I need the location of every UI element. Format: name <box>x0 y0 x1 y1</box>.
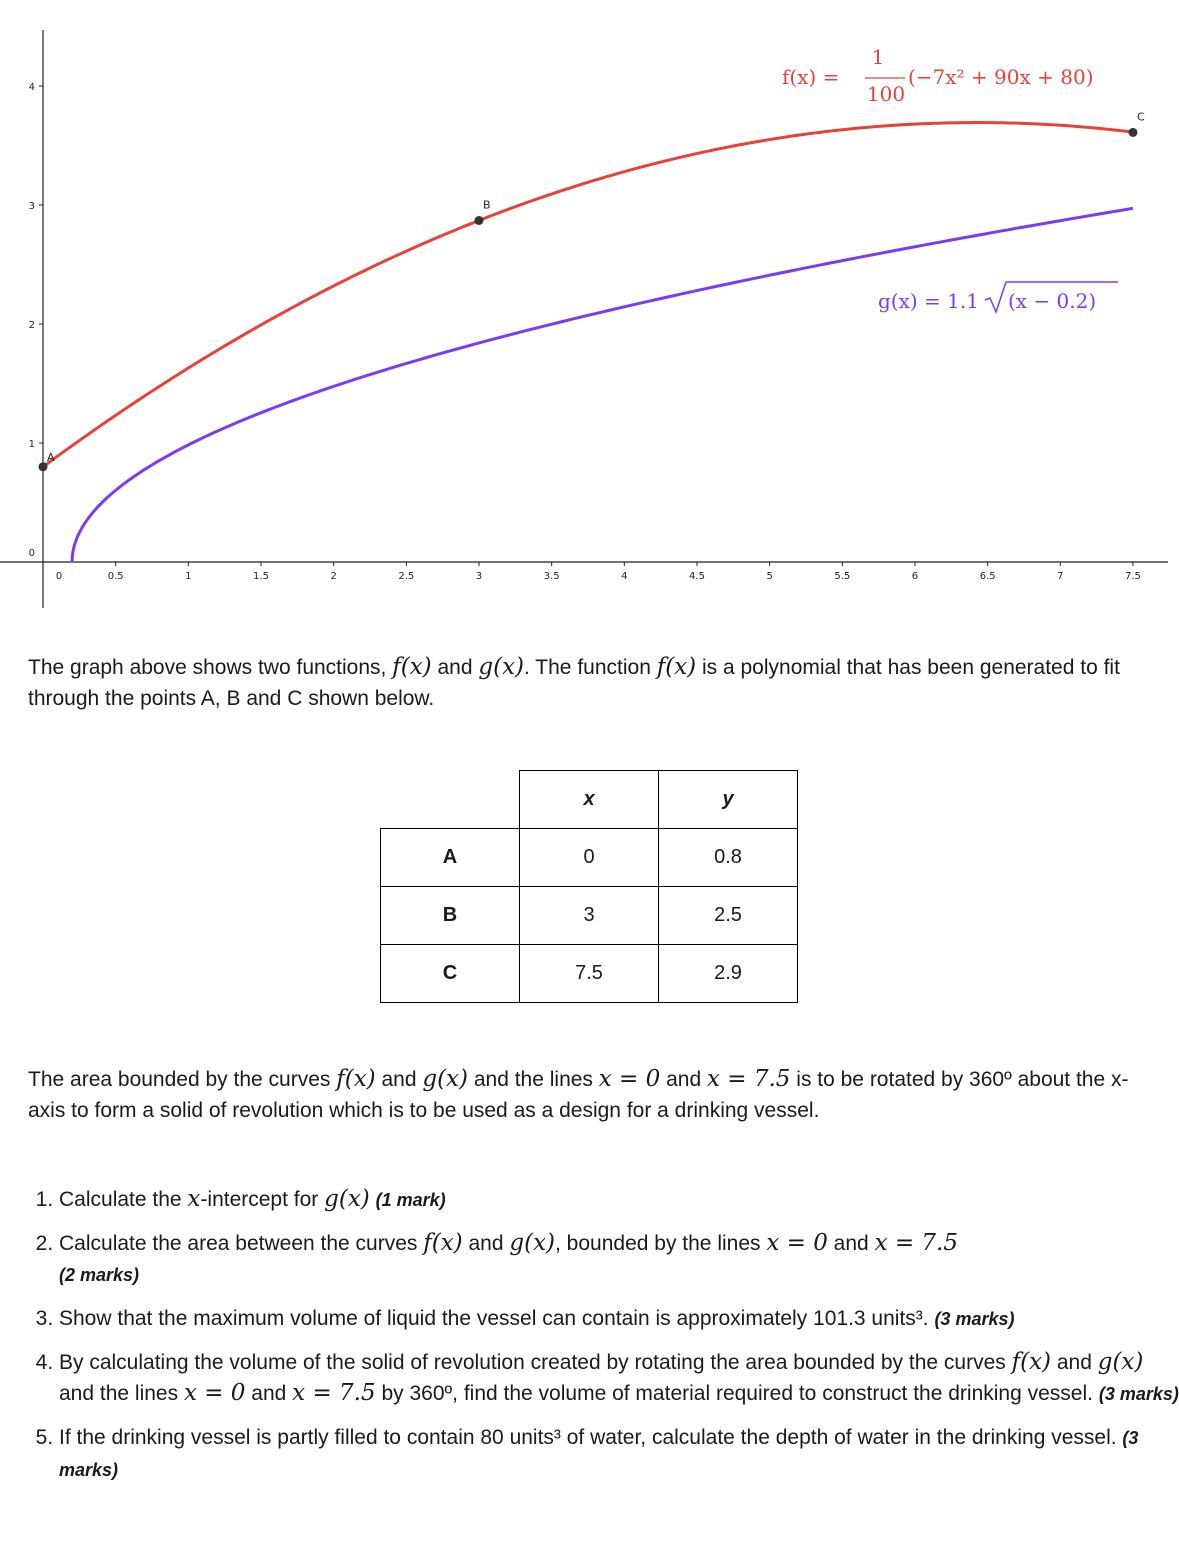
area-paragraph <box>28 1064 1148 1126</box>
intro-text-3: . The function <box>524 656 657 679</box>
g-curve <box>72 208 1133 562</box>
function-graph <box>0 0 1168 620</box>
y-tick-label: 0 <box>28 548 35 559</box>
question-math: g(x) <box>509 1230 556 1256</box>
table-header-y: y <box>659 771 798 829</box>
x-tick-label: 0.5 <box>107 571 124 582</box>
question-item <box>59 1184 1179 1216</box>
point-label-c: C <box>1136 110 1145 124</box>
table-cell-x: 3 <box>520 887 659 945</box>
table-cell-y: 2.5 <box>659 887 798 945</box>
question-text: -intercept for <box>200 1188 325 1211</box>
f-label <box>782 45 1094 106</box>
table-row <box>381 829 798 887</box>
f-label-denominator: 100 <box>866 82 906 106</box>
question-marks: (2 marks) <box>59 1265 140 1285</box>
table-row <box>381 945 798 1003</box>
question-text: Calculate the area between the curves <box>59 1232 424 1255</box>
y-tick-label: 4 <box>28 82 35 93</box>
x-tick-label: 3.5 <box>543 571 560 582</box>
g-label-radicand: (x − 0.2) <box>1008 289 1097 313</box>
points <box>39 110 1145 471</box>
points-table <box>380 770 798 1003</box>
question-text: and <box>1051 1351 1098 1374</box>
table-header-row <box>381 771 798 829</box>
question-math: x <box>187 1186 201 1212</box>
x-tick-label: 6.5 <box>979 571 996 582</box>
area-text-3: and the lines <box>468 1068 599 1091</box>
question-item <box>59 1303 1179 1335</box>
question-text: , bounded by the lines <box>555 1232 767 1255</box>
f-label-numerator: 1 <box>871 45 885 69</box>
question-math: x = 7.5 <box>292 1380 376 1406</box>
f-label-lhs: f(x) = <box>782 65 840 89</box>
question-text: Calculate the <box>59 1188 188 1211</box>
g-label-lhs: g(x) = 1.1 <box>878 289 979 313</box>
x-tick-label: 7.5 <box>1125 571 1141 582</box>
table-row-label: C <box>381 945 520 1003</box>
intro-text-4: is a polynomial that has been generated to fit through the points A, B and C shown below. <box>28 656 1120 710</box>
area-text-5: is to be rotated by 360º about the x-axis to form a solid of revolution which is to be used as a design for a drinking vessel. <box>28 1068 1129 1122</box>
x-tick-label: 1.5 <box>253 571 269 582</box>
table-header-x: x <box>520 771 659 829</box>
f-label-body: (−7x² + 90x + 80) <box>908 65 1094 89</box>
area-fx: f(x) <box>336 1066 376 1092</box>
question-text: and <box>245 1382 293 1405</box>
x-tick-label: 2 <box>330 571 337 582</box>
point-label-a: A <box>47 450 55 464</box>
x-tick-label: 3 <box>475 571 483 582</box>
question-marks: (3 marks) <box>59 1428 1139 1480</box>
g-label <box>878 282 1118 313</box>
question-text: If the drinking vessel is partly filled to contain 80 units³ of water, calculate the depth of water in the drinking vessel. <box>59 1426 1123 1449</box>
question-item <box>59 1422 1179 1486</box>
x-tick-label: 5 <box>766 571 773 582</box>
point-b <box>474 216 483 225</box>
question-math: x = 7.5 <box>874 1230 959 1256</box>
table-cell-y: 0.8 <box>659 829 798 887</box>
question-marks: (3 marks) <box>934 1309 1015 1329</box>
x-tick-label: 5.5 <box>834 571 851 582</box>
question-marks: (3 marks) <box>1098 1384 1179 1404</box>
x-tick-label: 4.5 <box>689 571 705 582</box>
area-gx: g(x) <box>422 1066 468 1092</box>
y-tick-label: 2 <box>28 320 35 331</box>
table-cell-x: 0 <box>520 829 659 887</box>
area-text-1: The area bounded by the curves <box>28 1068 337 1091</box>
question-text: By calculating the volume of the solid of revolution created by rotating the area bounded by the curves <box>59 1351 1012 1374</box>
table-cell-x: 7.5 <box>520 945 659 1003</box>
intro-paragraph <box>28 652 1148 714</box>
question-math: g(x) <box>1097 1349 1144 1375</box>
table-row-label: A <box>381 829 520 887</box>
tick-labels <box>29 82 1141 582</box>
y-tick-label: 3 <box>28 201 35 212</box>
x-tick-label: 0 <box>55 571 63 582</box>
table-cell-y: 2.9 <box>659 945 798 1003</box>
question-item <box>59 1228 1179 1291</box>
question-text: Show that the maximum volume of liquid the vessel can contain is approximately 101.3 units³. <box>59 1307 935 1330</box>
x-tick-label: 2.5 <box>398 571 415 582</box>
intro-gx: g(x) <box>478 654 525 680</box>
question-text: and <box>462 1232 510 1255</box>
table-row <box>381 887 798 945</box>
point-c <box>1128 128 1137 137</box>
question-math: f(x) <box>1011 1349 1052 1375</box>
axes <box>0 30 1168 608</box>
intro-fx: f(x) <box>392 654 432 680</box>
x-tick-label: 1 <box>185 571 192 582</box>
table-corner <box>381 771 520 829</box>
x-tick-label: 6 <box>911 571 919 582</box>
x-tick-label: 7 <box>1057 571 1064 582</box>
table-row-label: B <box>381 887 520 945</box>
point-label-b: B <box>482 198 491 212</box>
question-item <box>59 1347 1179 1410</box>
question-math: f(x) <box>423 1230 463 1256</box>
y-tick-label: 1 <box>28 439 35 450</box>
question-list <box>28 1184 1179 1498</box>
intro-fx-2: f(x) <box>656 654 697 680</box>
question-text: and the lines <box>59 1382 184 1405</box>
x-tick-label: 4 <box>621 571 628 582</box>
question-math: x = 0 <box>766 1230 828 1256</box>
intro-text-1: The graph above shows two functions, <box>28 656 393 679</box>
area-eq-2: x = 7.5 <box>706 1066 791 1092</box>
question-math: x = 0 <box>183 1380 246 1406</box>
question-marks: (1 mark) <box>375 1190 446 1210</box>
intro-text-2: and <box>431 656 479 679</box>
area-eq-1: x = 0 <box>598 1066 661 1092</box>
area-text-4: and <box>660 1068 707 1091</box>
question-text: by 360º, find the volume of material required to construct the drinking vessel. <box>375 1382 1099 1405</box>
question-text: and <box>827 1232 875 1255</box>
question-math: g(x) <box>324 1186 370 1212</box>
area-text-2: and <box>375 1068 423 1091</box>
